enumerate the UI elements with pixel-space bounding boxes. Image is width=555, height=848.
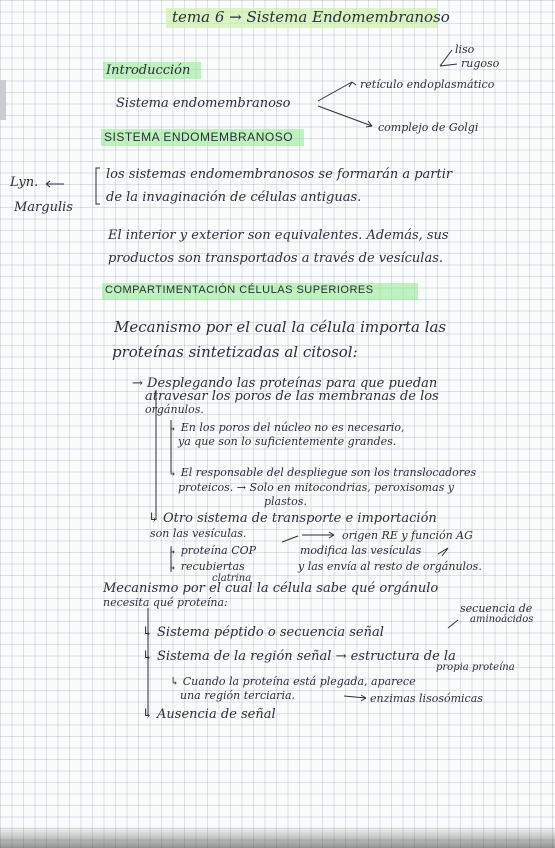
sistema-line-2: de la invaginación de células antiguas. xyxy=(106,190,362,205)
compart-line-2: proteínas sintetizadas al citosol: xyxy=(112,343,358,361)
mech-branch-2-sub-3: enzimas lisosómicas xyxy=(370,692,483,705)
branch2-line-1: ↳ Otro sistema de transporte e importación xyxy=(148,511,437,526)
branch-golgi: complejo de Golgi xyxy=(378,121,479,134)
sistema-line-4: productos son transportados a través de vesículas. xyxy=(108,251,444,266)
connector-to-golgi xyxy=(318,106,372,126)
margin-note-1: Lyn. xyxy=(10,175,39,190)
connector-to-rugoso xyxy=(440,64,457,66)
branch2-sub1-desc: modifica las vesículas xyxy=(300,544,422,557)
bracket xyxy=(96,168,100,204)
connector-to-liso xyxy=(440,50,452,66)
page-title: tema 6 → Sistema Endomembranoso xyxy=(172,8,450,26)
branch-reticulo: retículo endoplasmático xyxy=(360,78,495,91)
branch-liso: liso xyxy=(455,43,475,56)
margin-arrow xyxy=(46,181,64,187)
sistema-heading: SISTEMA ENDOMEMBRANOSO xyxy=(104,130,294,144)
compart-heading: COMPARTIMENTACIÓN CÉLULAS SUPERIORES xyxy=(105,284,374,296)
connector-to-reticulo xyxy=(318,82,352,101)
compart-line-1: Mecanismo por el cual la célula importa las xyxy=(114,318,447,336)
branch-rugoso: rugoso xyxy=(461,57,500,70)
margin-note-2: Margulis xyxy=(14,200,73,215)
mech-branch-2-note: propia proteína xyxy=(436,662,515,673)
branch1-sub2-line-3: plastos. xyxy=(264,495,307,508)
branch1-line-2: atravesar los poros de las membranas de los xyxy=(145,389,439,404)
mech-note-1: secuencia de xyxy=(460,602,533,615)
mech-branch-1: ↳ Sistema péptido o secuencia señal xyxy=(142,625,384,640)
page-bottom-edge xyxy=(0,826,555,848)
mech-branch-2: ↳ Sistema de la región señal → estructura de la xyxy=(142,649,456,664)
tree-root: Sistema endomembranoso xyxy=(116,96,291,111)
branch2-arrow-note: origen RE y función AG xyxy=(342,529,473,542)
mech-note-2: aminoácidos xyxy=(470,614,534,625)
mech-line-2: necesita qué proteína: xyxy=(103,596,228,609)
intro-heading: Introducción xyxy=(106,63,191,78)
sistema-line-3: El interior y exterior son equivalentes. Además, sus xyxy=(108,228,449,243)
sistema-line-1: los sistemas endomembranosos se formarán a partir xyxy=(106,167,453,182)
mech-line-1: Mecanismo por el cual la célula sabe qué orgánulo xyxy=(103,581,439,596)
mech-branch-2-sub-1: ↳ Cuando la proteína está plegada, aparece xyxy=(170,675,416,688)
branch2-sub2-sub: clatrina xyxy=(212,573,252,584)
branch1-sub1-line-1: ↳ En los poros del núcleo no es necesario, xyxy=(168,421,405,434)
branch1-line-3: orgánulos. xyxy=(145,403,204,416)
branch1-sub2-line-2: proteicos. → Solo en mitocondrias, peroxisomas y xyxy=(178,481,455,494)
branch1-sub2-line-1: ↳ El responsable del despliegue son los translocadores xyxy=(168,466,477,479)
branch1-line-1: → Desplegando las proteínas para que puedan xyxy=(132,376,438,391)
branch2-line-2: son las vesículas. xyxy=(150,527,247,540)
mech-branch-3: ↳ Ausencia de señal xyxy=(142,707,276,722)
branch1-sub1-line-2: ya que son lo suficientemente grandes. xyxy=(178,435,397,448)
branch2-sub2-label: ↳ recubiertas xyxy=(168,560,245,573)
branch2-sub2-desc: y las envía al resto de orgánulos. xyxy=(298,560,482,573)
branch2-sub1-label: ↳ proteína COP xyxy=(168,544,257,557)
mech-branch-2-sub-2: una región terciaria. xyxy=(180,689,296,702)
